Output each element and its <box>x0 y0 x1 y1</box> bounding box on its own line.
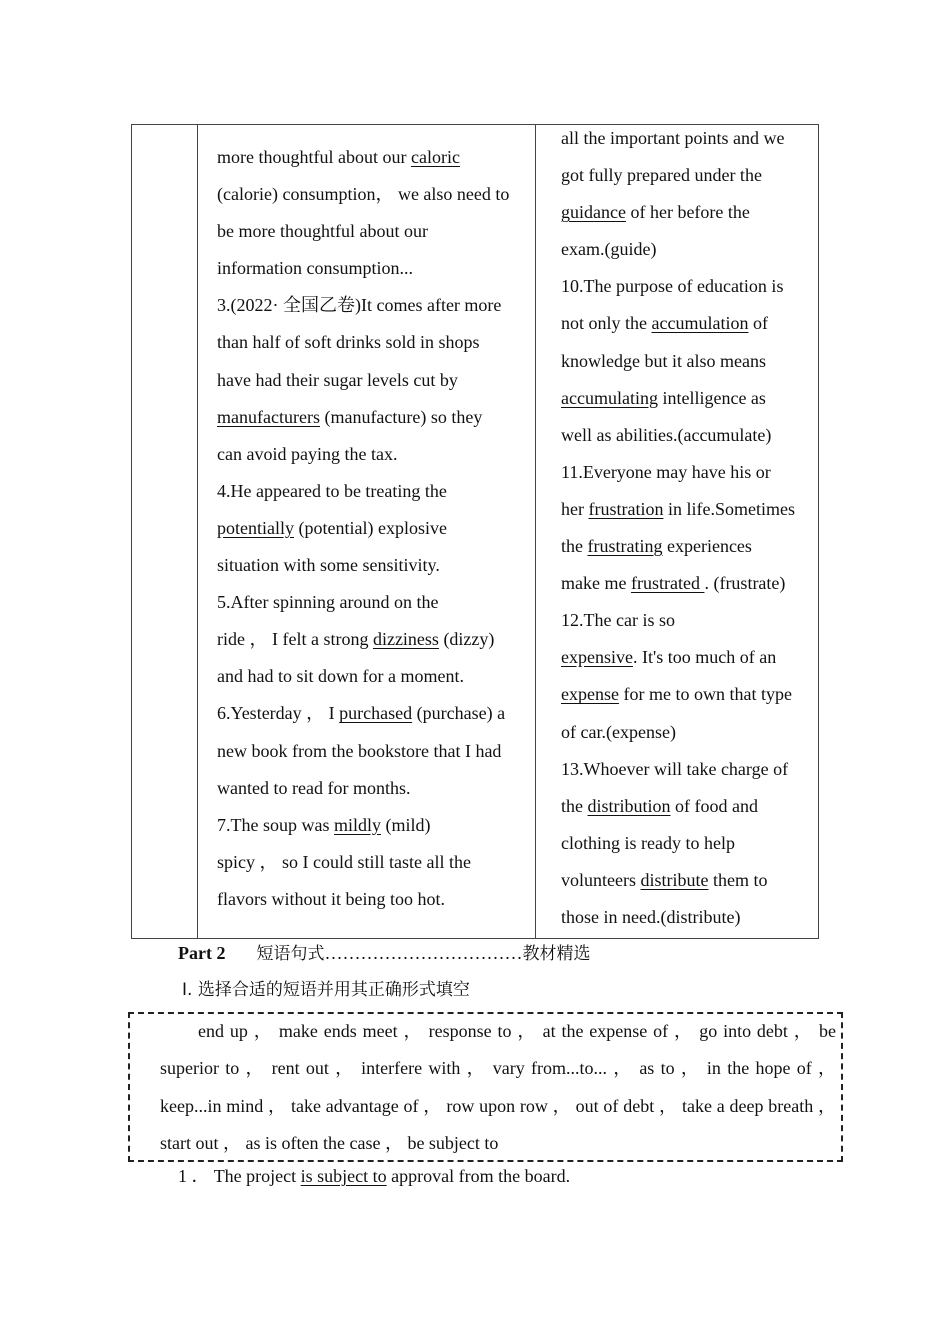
text-line <box>217 695 531 732</box>
text-line <box>561 602 816 639</box>
text-line <box>217 658 531 695</box>
text-line <box>217 362 531 399</box>
answer-blank: caloric <box>410 147 460 167</box>
answer-blank: dizziness <box>372 629 439 650</box>
line-text: (purchase) a <box>412 703 506 724</box>
line-text: 6.Yesterday ， I <box>217 703 340 724</box>
answer-blank: mildly <box>333 814 381 835</box>
line-text: than half of soft drinks sold in shops <box>217 332 480 353</box>
question-1 <box>178 1162 570 1190</box>
text-line <box>561 343 816 380</box>
line-text: (dizzy) <box>438 629 495 650</box>
line-text: all the important points and we <box>561 128 785 148</box>
line-text: ride ， I felt a strong <box>217 629 373 650</box>
answer-blank: purchased <box>339 703 413 724</box>
line-text: and had to sit down for a moment. <box>217 666 464 687</box>
answer-blank: distribution <box>587 795 671 816</box>
text-line <box>561 862 816 899</box>
question-number: 1 ． <box>178 1166 210 1186</box>
text-line <box>217 733 531 770</box>
text-line <box>217 770 531 807</box>
text-line <box>561 157 816 194</box>
phrase-box <box>128 1012 843 1162</box>
text-line <box>561 491 816 528</box>
leader-dots: …………………………… <box>324 943 523 963</box>
answer-blank: is subject to <box>300 1166 387 1186</box>
answer-blank: expense <box>561 684 619 705</box>
line-text: her <box>561 498 589 519</box>
line-text: 13.Whoever will take charge of <box>561 758 789 779</box>
answer-blank: expensive <box>561 647 633 668</box>
text-line <box>561 714 816 751</box>
line-text: of <box>748 313 768 334</box>
text-line <box>217 547 531 584</box>
text-line <box>561 120 816 157</box>
part-title: 短语句式 <box>256 944 325 964</box>
text-line <box>561 788 816 825</box>
exercise-table <box>131 124 819 939</box>
line-text: not only the <box>561 313 652 334</box>
line-text: 7.The soup was <box>217 814 334 835</box>
line-text: of car.(expense) <box>561 721 676 742</box>
line-text: 4.He appeared to be treating the <box>217 480 447 501</box>
text-line <box>217 250 531 287</box>
text-line <box>217 399 531 436</box>
line-text: spicy ， so I could still taste all the <box>217 851 471 872</box>
line-text: exam.(guide) <box>561 239 657 260</box>
text-line <box>217 807 531 844</box>
line-text: of food and <box>670 795 758 816</box>
line-text: (potential) explosive <box>293 517 447 538</box>
line-text: the <box>561 536 588 557</box>
line-text: them to <box>708 869 768 890</box>
question-text-post: approval from the board. <box>386 1166 571 1186</box>
line-text: (calorie) consumption， we also need to <box>217 184 510 205</box>
line-text: 12.The car is so <box>561 610 675 631</box>
text-line <box>561 194 816 231</box>
text-line <box>561 305 816 342</box>
right-column <box>561 120 816 936</box>
line-text: (manufacture) so they <box>319 406 483 427</box>
text-line <box>561 639 816 676</box>
line-text: can avoid paying the tax. <box>217 443 398 464</box>
line-text: got fully prepared under the <box>561 165 762 186</box>
text-line <box>561 454 816 491</box>
line-text: knowledge but it also means <box>561 350 766 371</box>
line-text: flavors without it being too hot. <box>217 888 445 909</box>
text-line <box>217 584 531 621</box>
text-line <box>561 231 816 268</box>
line-text: new book from the bookstore that I had <box>217 740 502 761</box>
answer-blank: frustrated <box>630 573 705 594</box>
text-line <box>217 436 531 473</box>
answer-blank: potentially <box>217 517 294 538</box>
text-line <box>217 510 531 547</box>
text-line <box>561 417 816 454</box>
part2-heading <box>178 940 590 967</box>
line-text: . It's too much of an <box>632 647 777 668</box>
part-label: Part 2 <box>178 943 226 963</box>
text-line <box>561 528 816 565</box>
text-line <box>561 899 816 936</box>
section-title: Ⅰ. 选择合适的短语并用其正确形式填空 <box>182 980 470 1000</box>
line-text: in life.Sometimes <box>663 498 795 519</box>
line-text: situation with some sensitivity. <box>217 555 440 576</box>
answer-blank: frustrating <box>587 536 663 557</box>
text-line <box>561 268 816 305</box>
question-text-pre: The project <box>213 1166 301 1186</box>
text-line <box>217 324 531 361</box>
line-text: information consumption... <box>217 258 413 279</box>
text-line <box>217 473 531 510</box>
middle-column <box>217 139 531 918</box>
line-text: more thoughtful about our <box>217 147 411 167</box>
text-line <box>217 176 531 213</box>
text-line <box>217 139 531 176</box>
line-text: well as abilities.(accumulate) <box>561 424 772 445</box>
table-divider <box>535 125 536 938</box>
part-tag: 教材精选 <box>522 944 591 964</box>
line-text: 3.(2022· 全国乙卷)It comes after more <box>217 295 502 316</box>
line-text: of her before the <box>625 202 750 223</box>
line-text: (mild) <box>381 814 431 835</box>
line-text: 5.After spinning around on the <box>217 592 439 613</box>
line-text: for me to own that type <box>618 684 792 705</box>
line-text: experiences <box>662 536 752 557</box>
line-text: have had their sugar levels cut by <box>217 369 458 390</box>
text-line <box>217 621 531 658</box>
text-line <box>217 213 531 250</box>
answer-blank: guidance <box>561 202 626 223</box>
answer-blank: accumulation <box>651 313 749 334</box>
text-line <box>561 825 816 862</box>
answer-blank: manufacturers <box>217 406 320 427</box>
line-text: clothing is ready to help <box>561 832 735 853</box>
table-divider <box>197 125 198 938</box>
text-line <box>561 380 816 417</box>
text-line <box>561 751 816 788</box>
answer-blank: distribute <box>640 869 709 890</box>
text-line <box>217 881 531 918</box>
phrase-list-text: end up ， make ends meet ， response to ， at the expense of ， go into debt ， be superior to ， rent out ， interfere with ， vary from...to... ， as to ， in the hope of ， keep...in mind ， take advantage of ， row upon row ， out of debt ， take a deep breath ， start out ， as is often the case ， be subject to <box>160 1021 836 1153</box>
answer-blank: frustration <box>588 498 664 519</box>
line-text: the <box>561 795 588 816</box>
line-text: . (frustrate) <box>704 573 786 594</box>
phrase-list <box>160 1013 836 1162</box>
text-line <box>561 676 816 713</box>
text-line <box>217 844 531 881</box>
line-text: 11.Everyone may have his or <box>561 461 771 482</box>
text-line <box>217 287 531 324</box>
line-text: wanted to read for months. <box>217 777 411 798</box>
line-text: those in need.(distribute) <box>561 906 741 927</box>
line-text: volunteers <box>561 869 641 890</box>
text-line <box>561 565 816 602</box>
line-text: 10.The purpose of education is <box>561 276 784 297</box>
line-text: make me <box>561 573 631 594</box>
answer-blank: accumulating <box>561 387 658 408</box>
line-text: intelligence as <box>657 387 766 408</box>
line-text: be more thoughtful about our <box>217 221 428 242</box>
